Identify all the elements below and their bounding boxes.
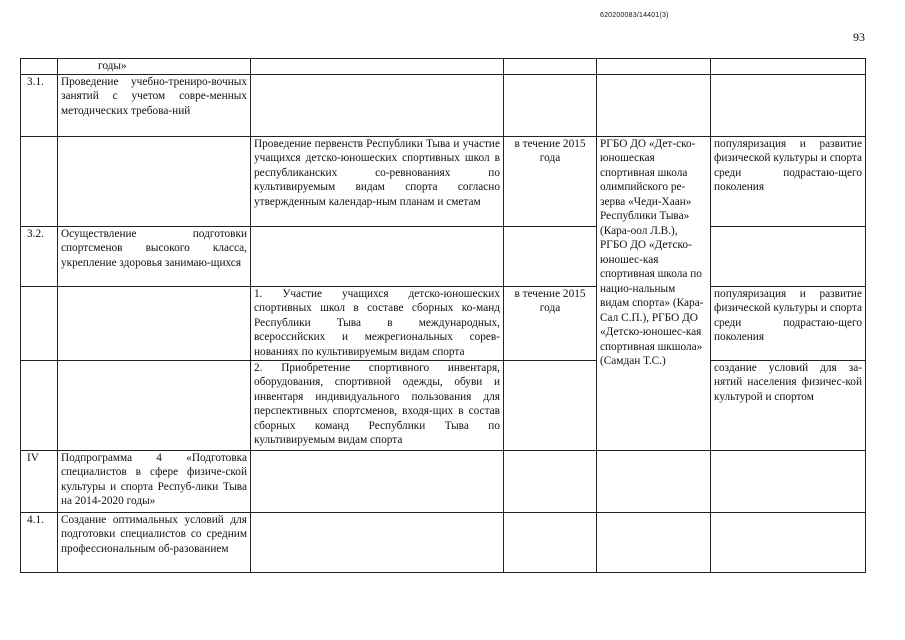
term-cell [504, 59, 597, 75]
table-row [21, 360, 866, 450]
goal-cell [58, 136, 251, 226]
row-number: 3.2. [21, 226, 58, 286]
result-cell [711, 226, 866, 286]
measure-cell [251, 226, 504, 286]
result-cell [711, 450, 866, 512]
result-cell [711, 512, 866, 572]
measure-cell: Проведение первенств Республики Тыва и участие учащихся детско-юношеских спортивных школ в республиканских со-ревнованиях по культивируемым видам спорта согласно утвержденным календар-ным планам и сметам [251, 136, 504, 226]
measure-cell: 1. Участие учащихся детско-юношеских спортивных школ в составе сборных ко-манд Республики Тыва в международных, всероссийских и межрегиональных сорев-нованиях по культивируемым видам спорта [251, 286, 504, 360]
table-row [21, 59, 866, 75]
measure-cell [251, 512, 504, 572]
table-row [21, 74, 866, 136]
term-cell: в течение 2015 года [504, 286, 597, 360]
document-code: 620200083/14401(3) [600, 12, 669, 19]
result-cell [711, 59, 866, 75]
page-number: 93 [853, 30, 865, 44]
term-cell [504, 74, 597, 136]
table-row [21, 512, 866, 572]
measure-cell [251, 450, 504, 512]
executor-cell: РГБО ДО «Дет-ско-юношеская спортивная школа олимпийского ре-зерва «Чеди-Хаан» Республики Тыва» (Кара-оол Л.В.), РГБО ДО «Детско-юношес-кая спортивная школа по нацио-нальным видам спорта» (Кара-Сал С.П.), РГБО ДО «Детско-юношес-кая спортивная шкшола» (Самдан Т.С.) [597, 136, 711, 450]
table-row [21, 286, 866, 360]
row-number: 3.1. [21, 74, 58, 136]
result-cell: создание условий для за-нятий населения физичес-кой культурой и спортом [711, 360, 866, 450]
executor-cell [597, 74, 711, 136]
row-number [21, 360, 58, 450]
result-cell: популяризация и развитие физической культуры и спорта среди подрастаю-щего поколения [711, 286, 866, 360]
executor-cell [597, 450, 711, 512]
goal-cell: Осуществление подготовки спортсменов высокого класса, укрепление здоровья занимаю-щихся [58, 226, 251, 286]
result-cell: популяризация и развитие физической культуры и спорта среди подрастаю-щего поколения [711, 136, 866, 226]
goal-cell [58, 360, 251, 450]
measure-cell [251, 59, 504, 75]
goal-cell: годы» [58, 59, 251, 75]
row-number [21, 286, 58, 360]
program-table [20, 58, 866, 573]
executor-cell [597, 59, 711, 75]
executor-cell [597, 512, 711, 572]
result-cell [711, 74, 866, 136]
row-number [21, 59, 58, 75]
goal-cell: Подпрограмма 4 «Подготовка специалистов в сфере физиче-ской культуры и спорта Респуб-лики Тыва на 2014-2020 годы» [58, 450, 251, 512]
term-cell [504, 226, 597, 286]
measure-cell: 2. Приобретение спортивного инвентаря, оборудования, спортивной одежды, обуви и инвентаря индивидуального пользования для перспективных спортсменов, входя-щих в состав сборных команд Республики Тыва по культивируемым видам спорта [251, 360, 504, 450]
row-number: 4.1. [21, 512, 58, 572]
term-cell [504, 512, 597, 572]
table-row [21, 450, 866, 512]
row-number [21, 136, 58, 226]
measure-cell [251, 74, 504, 136]
term-cell: в течение 2015 года [504, 136, 597, 226]
goal-cell [58, 286, 251, 360]
table-row [21, 226, 866, 286]
term-cell [504, 450, 597, 512]
row-number: IV [21, 450, 58, 512]
table-row [21, 136, 866, 226]
goal-cell: Проведение учебно-трениро-вочных занятий с учетом совре-менных методических требова-ний [58, 74, 251, 136]
goal-cell: Создание оптимальных условий для подготовки специалистов со средним профессиональным об-разованием [58, 512, 251, 572]
term-cell [504, 360, 597, 450]
